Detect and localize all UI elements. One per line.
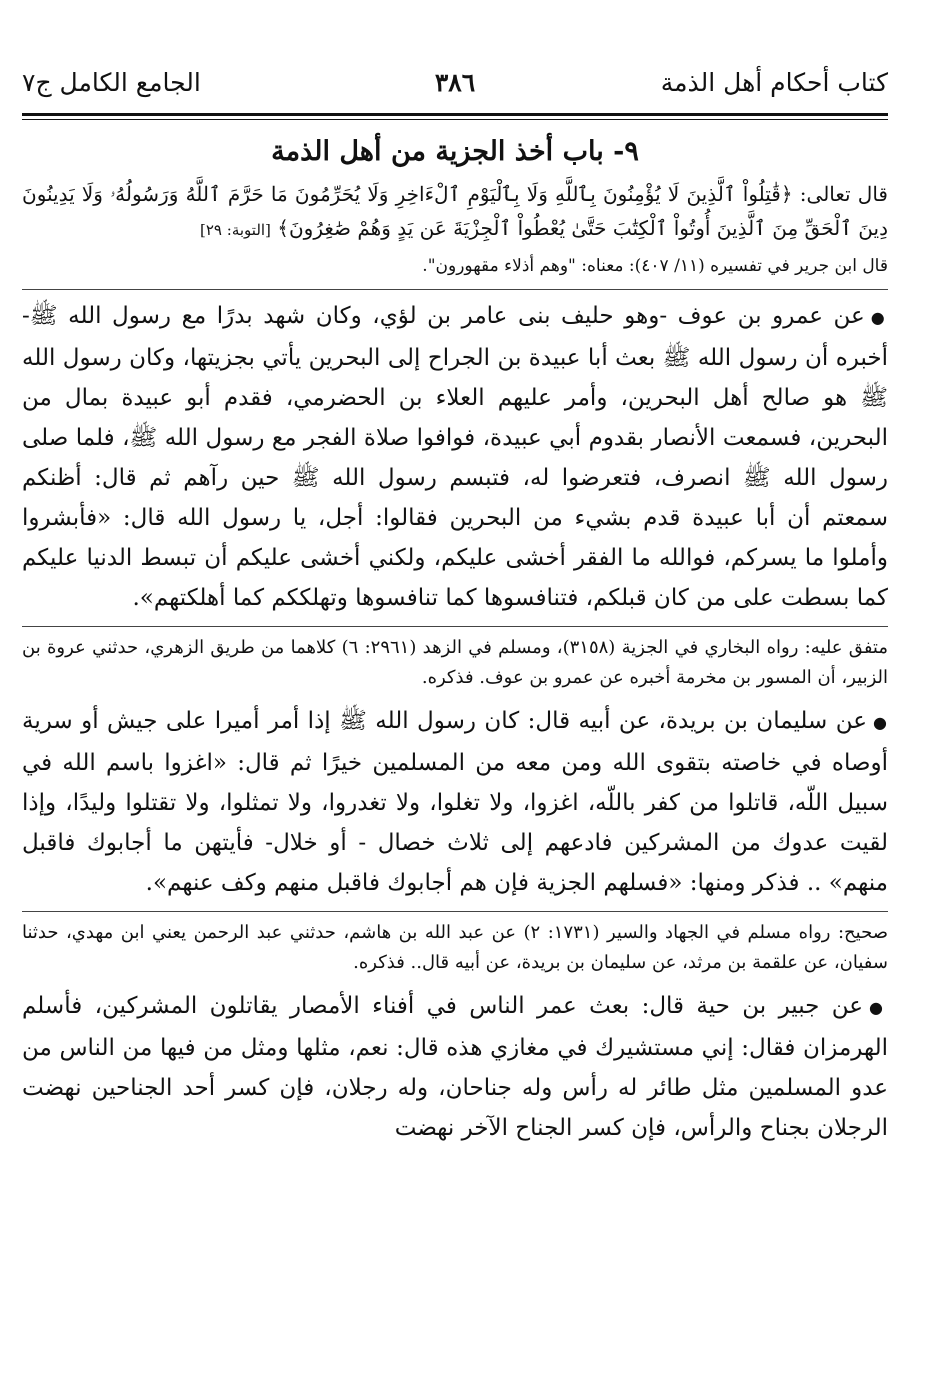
- hadith-body: عن عمرو بن عوف -وهو حليف بنى عامر بن لؤي، وكان شهد بدرًا مع رسول الله ﷺ- أخبره أن رسول الله ﷺ بعث أبا عبيدة بن الجراح إلى البحرين يأتي بجزيتها، وكان رسول الله ﷺ هو صالح أهل البحرين، وأمر عليهم العلاء بن الحضرمي، فقدم أبو عبيدة بمال من البحرين، فسمعت الأنصار بقدوم أبي عبيدة، فوافوا صلاة الفجر مع رسول الله ﷺ، فلما صلى رسول الله ﷺ انصرف، فتعرضوا له، فتبسم رسول الله ﷺ حين رآهم ثم قال: أظنكم سمعتم أن أبا عبيدة قدم بشيء من البحرين فقالوا: أجل، يا رسول الله قال: «فأبشروا وأملوا ما يسركم، فوالله ما الفقر أخشى عليكم، ولكني أخشى عليكم أن تبسط الدنيا عليكم كما بسطت على من كان قبلكم، فتنافسوها كما تنافسوها وتهلككم كما أهلكتهم».: [22, 303, 888, 611]
- hadith-takhrij: صحيح: رواه مسلم في الجهاد والسير (١٧٣١: ٢) عن عبد الله بن هاشم، حدثني عبد الرحمن يعني ابن مهدي، حدثنا سفيان، عن علقمة بن مرثد، عن سليمان بن بريدة، عن أبيه قال.. فذكره.: [22, 922, 888, 973]
- book-title: كتاب أحكام أهل الذمة: [660, 68, 888, 97]
- header-rule-thick: [22, 113, 888, 116]
- bullet-icon: ●: [870, 308, 889, 327]
- hadith-body: عن سليمان بن بريدة، عن أبيه قال: كان رسول الله ﷺ إذا أمر أميرا على جيش أو سرية أوصاه في خاصته بتقوى الله ومن معه من المسلمين خيرًا ثم قال: «اغزوا باسم الله في سبيل اللّه، قاتلوا من كفر باللّه، اغزوا، ولا تغلوا، ولا تغدروا، ولا تمثلوا، ولا تقتلوا وليدًا، وإذا لقيت عدوك من المشركين فادعهم إلى ثلاث خصال - أو خلال- فأيتهن ما أجابوك فاقبل منهم» .. فذكر ومنها: «فسلهم الجزية فإن هم أجابوك فاقبل منهم وكف عنهم».: [22, 708, 888, 896]
- verse-reference: [التوبة: ٢٩]: [200, 221, 271, 239]
- hadith-text: [22, 701, 888, 903]
- running-header: [22, 62, 888, 102]
- header-rule-thin: [22, 119, 888, 120]
- hadith-text: [22, 986, 888, 1148]
- page-number: ٣٨٦: [434, 68, 476, 97]
- quran-verse: [22, 177, 888, 247]
- hadith-text: [22, 296, 888, 618]
- bullet-icon: ●: [872, 713, 888, 732]
- section-divider: [22, 911, 888, 912]
- section-divider: [22, 289, 888, 290]
- verse-intro: قال تعالى:: [799, 182, 888, 206]
- hadith-takhrij: متفق عليه: رواه البخاري في الجزية (٣١٥٨)، ومسلم في الزهد (٢٩٦١: ٦) كلاهما من طريق الزهري، حدثني عروة بن الزبير، أن المسور بن مخرمة أخبره عن عمرو بن عوف. فذكره.: [22, 637, 888, 688]
- page-content: [22, 136, 888, 1148]
- section-divider: [22, 626, 888, 627]
- bullet-icon: ●: [868, 998, 888, 1017]
- tafsir-note: قال ابن جرير في تفسيره (١١/ ٤٠٧): معناه: "وهم أذلاء مقهورون".: [422, 256, 888, 276]
- volume-title: الجامع الكامل ج٧: [22, 68, 201, 97]
- verse-text: ﴿قَٰتِلُواْ ٱلَّذِينَ لَا يُؤْمِنُونَ بِٱللَّهِ وَلَا بِٱلْيَوْمِ ٱلْءَاخِرِ وَلَا يُحَرِّمُونَ مَا حَرَّمَ ٱللَّهُ وَرَسُولُهُۥ وَلَا يَدِينُونَ دِينَ ٱلْحَقِّ مِنَ ٱلَّذِينَ أُوتُواْ ٱلْكِتَٰبَ حَتَّىٰ يُعْطُواْ ٱلْجِزْيَةَ عَن يَدٍ وَهُمْ صَٰغِرُونَ﴾: [22, 182, 888, 240]
- document-page: [22, 0, 888, 1384]
- hadith-body: عن جبير بن حية قال: بعث عمر الناس في أفناء الأمصار يقاتلون المشركين، فأسلم الهرمزان فقال: إني مستشيرك في مغازي هذه قال: نعم، مثلها ومثل من فيها من الناس من عدو المسلمين مثل طائر له رأس وله جناحان، وله رجلان، فإن كسر أحد الجناحين نهضت الرجلان بجناح والرأس، فإن كسر الجناح الآخر نهضت: [22, 993, 888, 1141]
- chapter-title: ٩- باب أخذ الجزية من أهل الذمة: [271, 136, 639, 167]
